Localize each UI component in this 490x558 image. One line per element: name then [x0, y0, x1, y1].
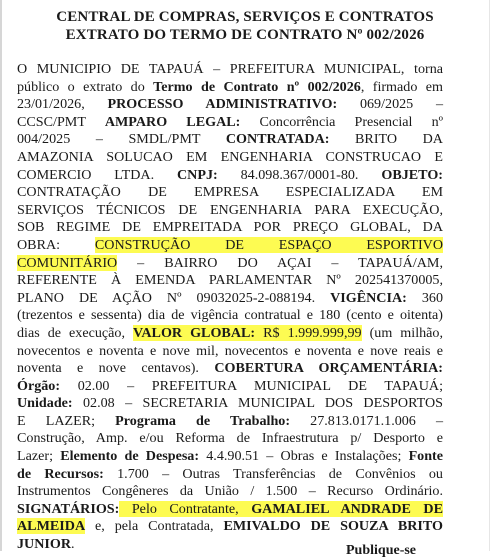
- text-line: [17, 413, 443, 431]
- text-line: [17, 184, 443, 202]
- text-line: [17, 61, 443, 79]
- bold-label: Unidade:: [17, 395, 73, 412]
- text-line: [17, 96, 443, 114]
- heading-central-compras: CENTRAL DE COMPRAS, SERVIÇOS E CONTRATOS: [56, 9, 434, 25]
- text-segment: 360: [406, 289, 443, 306]
- text-segment: REFERENTE À EMENDA PARLAMENTAR Nº 202541370005,: [17, 272, 443, 289]
- text-line: [17, 237, 443, 255]
- text-segment: E LAZER;: [17, 412, 116, 429]
- text-segment: Construção, Amp. e/ou Reforma de Infraestrutura p/ Desporto e: [17, 430, 443, 447]
- bold-label: COBERTURA ORÇAMENTÁRIA:: [214, 360, 444, 377]
- text-segment: (trezentos e sessenta) dia de vigência contratual e 180 (cento e oitenta): [17, 307, 443, 324]
- text-segment: SERVIÇOS TÉCNICOS DE ENGENHARIA PARA EXECUÇÃO,: [17, 201, 443, 218]
- text-line: [17, 325, 443, 343]
- highlighted-text: VALOR GLOBAL:: [133, 324, 256, 341]
- text-line: [17, 378, 443, 396]
- text-line: [17, 307, 443, 325]
- text-segment: 23/01/2026,: [17, 96, 108, 113]
- text-segment: noventa e nove centavos).: [17, 360, 215, 377]
- text-segment: CONTRATAÇÃO DE EMPRESA ESPECIALIZADA EM: [17, 184, 443, 201]
- bold-label: Fonte: [408, 448, 444, 465]
- highlighted-text: Pelo Contratante,: [119, 500, 252, 517]
- text-segment: Instrumentos Congêneres da União / 1.500 – Recurso Ordinário.: [17, 483, 443, 500]
- bold-label: JUNIOR: [17, 536, 72, 553]
- text-line: [17, 290, 443, 308]
- text-segment: AMAZONIA SOLUCAO EM ENGENHARIA CONSTRUCAO E: [17, 148, 443, 165]
- bold-label: Programa de Trabalho:: [115, 412, 291, 429]
- footer-cut-label: Publique-se: [346, 543, 417, 558]
- text-line: [17, 483, 443, 501]
- text-line: [17, 343, 443, 361]
- text-segment: .: [71, 536, 75, 553]
- text-line: [17, 518, 443, 536]
- text-segment: CCSC/PMT: [17, 113, 105, 130]
- bold-label: Órgão:: [17, 377, 61, 394]
- text-segment: (um milhão,: [361, 324, 443, 341]
- bold-label: EMIVALDO DE SOUZA BRITO: [223, 518, 444, 535]
- text-segment: SOB REGIME DE EMPREITADA POR PREÇO GLOBAL, DA: [17, 219, 443, 236]
- text-segment: 02.08 – SECRETARIA MUNICIPAL DOS DESPORTOS: [72, 395, 443, 412]
- highlighted-text: ALMEIDA: [17, 518, 86, 535]
- text-segment: Lazer;: [17, 448, 61, 465]
- text-segment: OBRA:: [17, 236, 95, 253]
- text-segment: O MUNICIPIO DE TAPAUÁ – PREFEITURA MUNICIPAL, torna: [17, 61, 443, 77]
- bold-label: Elemento de Despesa:: [60, 448, 200, 465]
- text-segment: 02.00 – PREFEITURA MUNICIPAL DE TAPAUÁ;: [60, 377, 443, 394]
- text-segment: 069/2025 –: [337, 96, 443, 113]
- footer-cut-text: [346, 544, 416, 558]
- text-line: [17, 131, 443, 149]
- text-segment: – BAIRRO DO AÇAI – TAPAUÁ/AM,: [117, 254, 443, 271]
- text-line: [17, 360, 443, 378]
- text-segment: 004/2025 – SMDL/PMT: [17, 131, 226, 148]
- highlighted-text: GAMALIEL ANDRADE DE: [251, 500, 443, 517]
- text-line: [17, 219, 443, 237]
- highlighted-text: R$ 1.999.999,99: [255, 324, 362, 341]
- bold-label: CNPJ:: [177, 166, 218, 183]
- text-segment: Concorrência Presencial nº: [240, 113, 443, 130]
- text-segment: 27.813.0171.1.006 –: [290, 412, 444, 429]
- text-line: [17, 149, 443, 167]
- text-line: [17, 448, 443, 466]
- text-segment: 4.4.90.51 – Obras e Instalações;: [199, 448, 409, 465]
- text-segment: novecentos e noventa e nove mil, novecentos e noventa e nove reais e: [17, 342, 443, 359]
- text-segment: 1.700 – Outras Transferências de Convênios ou: [103, 465, 443, 482]
- text-line: [17, 430, 443, 448]
- text-segment: 84.098.367/0001-80.: [217, 166, 382, 183]
- text-segment: e, pela Contratada,: [85, 518, 224, 535]
- text-line: [17, 272, 443, 290]
- text-segment: COMERCIO LTDA.: [17, 166, 177, 183]
- text-line: [17, 466, 443, 484]
- text-line: [17, 255, 443, 273]
- bold-label: de Recursos:: [17, 465, 104, 482]
- text-line: [17, 202, 443, 220]
- text-line: [17, 395, 443, 413]
- text-line: [17, 501, 443, 519]
- left-page-edge: [0, 0, 2, 551]
- bold-label: Termo de Contrato nº 002/2026: [153, 78, 361, 95]
- text-line: [17, 79, 443, 97]
- heading-extrato-contrato: EXTRATO DO TERMO DE CONTRATO Nº 002/2026: [65, 27, 425, 43]
- bold-label: AMPARO LEGAL:: [104, 113, 241, 130]
- text-segment: , firmado em: [360, 78, 443, 95]
- text-line: [17, 167, 443, 185]
- text-line: [17, 114, 443, 132]
- bold-label: PROCESSO ADMINISTRATIVO:: [107, 96, 338, 113]
- contract-extract-body: [17, 61, 444, 558]
- text-segment: BRITO DA: [329, 131, 443, 148]
- highlighted-text: COMUNITÁRIO: [17, 254, 118, 271]
- text-segment: PLANO DE AÇÃO Nº 09032025-2-088194.: [17, 289, 331, 306]
- highlighted-text: CONSTRUÇÃO DE ESPAÇO ESPORTIVO: [94, 236, 443, 253]
- text-segment: público o extrato do: [17, 78, 154, 95]
- bold-label: CONTRATADA:: [225, 131, 330, 148]
- bold-label: SIGNATÁRIOS:: [17, 500, 120, 517]
- bold-label: VIGÊNCIA:: [330, 289, 407, 306]
- text-segment: dias de execução,: [17, 324, 133, 341]
- bold-label: OBJETO:: [381, 166, 443, 183]
